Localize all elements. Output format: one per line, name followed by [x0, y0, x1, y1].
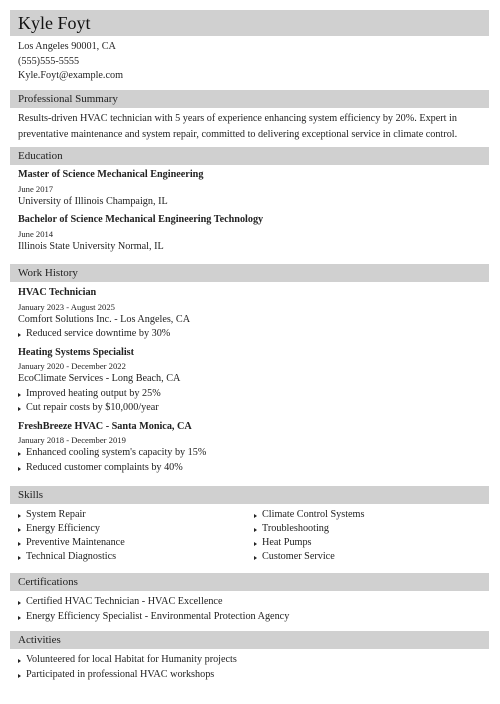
- activity-item: Volunteered for local Habitat for Humanity projects: [18, 653, 483, 668]
- education-entry: [18, 168, 483, 209]
- school: University of Illinois Champaign, IL: [18, 195, 168, 207]
- achievement: Cut repair costs by $10,000/year: [18, 401, 483, 416]
- degree: Bachelor of Science Mechanical Engineering Technology: [18, 214, 264, 225]
- section-header-activities: [10, 631, 489, 649]
- skill-item: Customer Service: [254, 550, 474, 564]
- section-title: Work History: [18, 267, 78, 279]
- skill-item: Preventive Maintenance: [18, 536, 238, 550]
- work-entry: [18, 420, 483, 476]
- candidate-name: Kyle Foyt: [18, 13, 91, 33]
- section-title: Activities: [18, 634, 61, 646]
- work-list: [18, 286, 483, 479]
- skills-column-left: [18, 508, 238, 564]
- section-header-certifications: [10, 573, 489, 591]
- name-banner: [10, 10, 489, 36]
- job-title: Heating Systems Specialist: [18, 346, 135, 358]
- skill-item: Technical Diagnostics: [18, 550, 238, 564]
- company: EcoClimate Services - Long Beach, CA: [18, 373, 181, 384]
- skill-item: Energy Efficiency: [18, 522, 238, 536]
- work-entry: [18, 346, 483, 416]
- activity-item: Participated in professional HVAC workshops: [18, 668, 483, 683]
- education-entry: [18, 213, 483, 254]
- certification-item: Energy Efficiency Specialist - Environmental Protection Agency: [18, 610, 483, 625]
- job-dates: January 2020 - December 2022: [18, 361, 126, 371]
- certification-item: Certified HVAC Technician - HVAC Excellence: [18, 595, 483, 610]
- achievement: Enhanced cooling system's capacity by 15%: [18, 446, 483, 461]
- section-header-skills: [10, 486, 489, 504]
- achievement: Improved heating output by 25%: [18, 387, 483, 402]
- skills-column-right: [254, 508, 474, 564]
- section-title: Education: [18, 150, 63, 162]
- job-title: HVAC Technician: [18, 287, 97, 298]
- date: June 2017: [18, 183, 54, 194]
- job-title: FreshBreeze HVAC - Santa Monica, CA: [18, 420, 192, 432]
- section-header-summary: [10, 90, 489, 108]
- certifications-list: [18, 595, 483, 624]
- job-dates: January 2018 - December 2019: [18, 435, 126, 445]
- skill-item: System Repair: [18, 508, 238, 522]
- summary-text: Results-driven HVAC technician with 5 years of experience enhancing system efficiency by 20%. Expert in preventative maintenance and system repair, committed to delivering exceptional service in climate control.: [18, 113, 458, 140]
- email: Kyle.Foyt@example.com: [18, 70, 124, 81]
- section-title: Certifications: [18, 576, 78, 588]
- contact-info: [18, 40, 123, 84]
- skill-item: Climate Control Systems: [254, 508, 474, 522]
- section-title: Skills: [18, 489, 44, 501]
- school: Illinois State University Normal, IL: [18, 240, 164, 252]
- date: June 2014: [18, 228, 54, 239]
- education-list: [18, 168, 483, 258]
- achievement: Reduced service downtime by 30%: [18, 327, 483, 342]
- section-title: Professional Summary: [18, 93, 118, 105]
- section-header-work: [10, 264, 489, 282]
- skill-item: Heat Pumps: [254, 536, 474, 550]
- section-header-education: [10, 147, 489, 165]
- company: Comfort Solutions Inc. - Los Angeles, CA: [18, 313, 191, 325]
- skill-item: Troubleshooting: [254, 522, 474, 536]
- achievement: Reduced customer complaints by 40%: [18, 461, 483, 476]
- phone: (555)555-5555: [18, 55, 80, 67]
- activities-list: [18, 653, 483, 682]
- address: Los Angeles 90001, CA: [18, 41, 116, 52]
- work-entry: [18, 286, 483, 342]
- job-dates: January 2023 - August 2025: [18, 301, 115, 312]
- degree: Master of Science Mechanical Engineering: [18, 169, 204, 180]
